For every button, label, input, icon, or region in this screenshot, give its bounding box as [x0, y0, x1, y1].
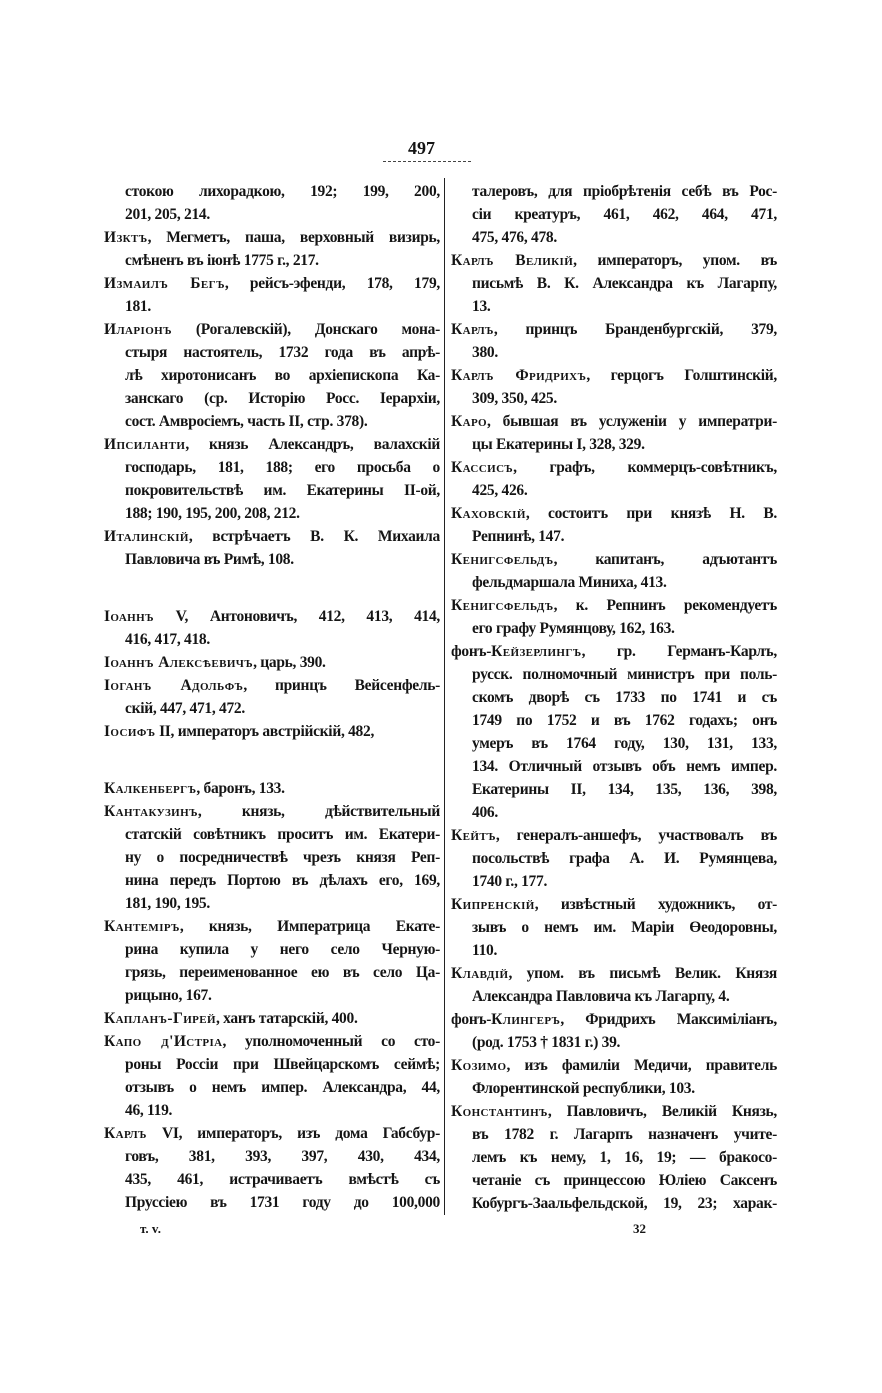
entry-text: умеръ въ 1764 году, 130, 131, 133, [472, 735, 777, 752]
entry-headword: Іоаннъ [104, 608, 154, 625]
entry-text: (Рогалевскій), Донскаго мона- [171, 321, 440, 338]
index-entry-line [451, 801, 777, 824]
entry-prefix: фонъ- [451, 1011, 492, 1028]
entry-text: стыря настоятель, 1732 года въ апрѣ- [125, 344, 440, 361]
index-entry-line [451, 870, 777, 893]
entry-text: Флорентинской республики, 103. [472, 1080, 695, 1097]
entry-text: , извѣстный художникъ, от- [534, 896, 777, 913]
index-entry [451, 180, 777, 249]
entry-text: 134. Отличный отзывъ объ немъ импер. [472, 758, 777, 775]
index-entry-line [451, 893, 777, 916]
entry-text: 110. [472, 942, 498, 959]
entry-text: ну о посредничествѣ чрезъ князя Реп- [125, 849, 440, 866]
entry-text: 309, 350, 425. [472, 390, 557, 407]
entry-text: , встрѣчаетъ В. К. Михаила [188, 528, 440, 545]
entry-text: , к. Репнинъ рекомендуетъ [553, 597, 777, 614]
index-entry [104, 1007, 440, 1030]
index-entry [104, 525, 440, 571]
entry-text: грязь, переименованное ею въ село Ца- [125, 964, 440, 981]
index-entry-line [104, 915, 440, 938]
index-entry-line [104, 961, 440, 984]
index-entry-line [451, 1123, 777, 1146]
entry-headword: Іоаннъ Алексѣевичъ [104, 654, 254, 671]
index-entry-line [451, 180, 777, 203]
entry-headword: Кантеміръ [104, 918, 180, 935]
index-entry-line [104, 628, 440, 651]
entry-text: 188; 190, 195, 200, 208, 212. [125, 505, 300, 522]
index-entry-line [104, 938, 440, 961]
entry-text: нина передъ Портою въ дѣлахъ его, 169, [125, 872, 440, 889]
index-entry-line [451, 226, 777, 249]
index-entry [451, 640, 777, 824]
entry-headword: Иларіонъ [104, 321, 172, 338]
entry-text: Кобургъ-Заальфельдской, 19, 23; харак- [472, 1195, 777, 1212]
page-number: 497 [408, 138, 435, 158]
entry-text: стокою лихорадкою, 192; 199, 200, [125, 183, 440, 200]
index-entry-line [451, 295, 777, 318]
entry-headword: Капо д'Истріа [104, 1033, 223, 1050]
entry-text: , императоръ, упом. въ [573, 252, 777, 269]
index-entry-line [104, 869, 440, 892]
entry-text: занскаго (ср. Исторію Росс. Іерархіи, [125, 390, 440, 407]
index-entry-line [451, 249, 777, 272]
index-entry-line [451, 824, 777, 847]
index-entry-line [451, 456, 777, 479]
index-entry [451, 1054, 777, 1100]
index-entry-line [451, 387, 777, 410]
entry-text: 406. [472, 804, 498, 821]
entry-text: , Мегметъ, паша, верховный визирь, [147, 229, 440, 246]
entry-text: , баронъ, 133. [196, 780, 285, 797]
entry-headword: Кейтъ [451, 827, 496, 844]
index-entry-line [104, 720, 440, 743]
index-entry-line [451, 318, 777, 341]
index-entry-line [451, 709, 777, 732]
entry-headword: Ипсиланти [104, 436, 186, 453]
entry-text: , графъ, коммерцъ-совѣтникъ, [513, 459, 777, 476]
entry-text: , упом. въ письмѣ Велик. Князя [508, 965, 777, 982]
index-entry [104, 1122, 440, 1214]
entry-headword: Кенигсфельдъ [451, 597, 554, 614]
entry-text: посольствѣ графа А. И. Румянцева, [472, 850, 777, 867]
entry-headword: Клавдій [451, 965, 509, 982]
entry-text: 181, 190, 195. [125, 895, 210, 912]
entry-text: Павловича въ Римѣ, 108. [125, 551, 294, 568]
index-entry-line [451, 1146, 777, 1169]
entry-text: II, императоръ австрійскій, 482, [155, 723, 375, 740]
index-entry-line [104, 1122, 440, 1145]
index-entry [104, 915, 440, 1007]
entry-text: , князь, Императрица Екате- [179, 918, 440, 935]
index-entry-line [104, 295, 440, 318]
entry-text: , Фридрихъ Максиміліанъ, [560, 1011, 777, 1028]
index-entry [104, 433, 440, 525]
index-entry-line [451, 548, 777, 571]
index-entry-line [451, 272, 777, 295]
entry-text: , бывшая въ услуженіи у императри- [487, 413, 777, 430]
index-entry-line [451, 502, 777, 525]
index-entry [104, 1030, 440, 1122]
footer-volume-mark: т. v. [140, 1221, 161, 1236]
index-entry-line [451, 916, 777, 939]
entry-text: , состоитъ при князѣ Н. В. [525, 505, 777, 522]
index-column-left [104, 180, 440, 1214]
index-entry [104, 720, 440, 743]
index-entry [104, 226, 440, 272]
entry-text: , капитанъ, адъютантъ [553, 551, 777, 568]
entry-headword: Іоганъ Адольфъ [104, 677, 244, 694]
entry-text: лѣ хиротонисанъ во архіепископа Ка- [125, 367, 440, 384]
index-entry-line [104, 410, 440, 433]
index-entry-line [104, 456, 440, 479]
entry-text: статскій совѣтникъ проситъ им. Екатери- [125, 826, 440, 843]
entry-text: , Павловичъ, Великій Князь, [547, 1103, 777, 1120]
entry-text: скомъ дворѣ съ 1733 по 1741 и съ [472, 689, 777, 706]
index-entry-line [104, 272, 440, 295]
index-entry-line [104, 318, 440, 341]
index-entry-line [104, 984, 440, 1007]
index-entry-line [451, 847, 777, 870]
entry-text: , принцъ Бранденбургскій, 379, [493, 321, 777, 338]
entry-text: сіи креатуръ, 461, 462, 464, 471, [472, 206, 777, 223]
index-entry [451, 318, 777, 364]
header-rule [383, 161, 471, 162]
index-entry-line [451, 203, 777, 226]
index-entry-line [451, 985, 777, 1008]
entry-text: 181. [125, 298, 151, 315]
index-entry [451, 548, 777, 594]
entry-text: (род. 1753 † 1831 г.) 39. [472, 1034, 621, 1051]
entry-text: , князь Александръ, валахскій [185, 436, 440, 453]
entry-text: 46, 119. [125, 1102, 173, 1119]
index-entry-line [451, 640, 777, 663]
entry-text: въ 1782 г. Лагарпъ назначенъ учите- [472, 1126, 777, 1143]
entry-text: 425, 426. [472, 482, 528, 499]
index-entry-line [451, 778, 777, 801]
index-entry-line [104, 846, 440, 869]
index-entry-line [104, 548, 440, 571]
entry-text: 1740 г., 177. [472, 873, 548, 890]
entry-text: цы Екатерины I, 328, 329. [472, 436, 645, 453]
index-entry-line [451, 1054, 777, 1077]
index-entry [451, 502, 777, 548]
entry-text: , рейсъ-эфенди, 178, 179, [224, 275, 440, 292]
entry-text: , ханъ татарскій, 400. [215, 1010, 358, 1027]
index-entry [104, 800, 440, 915]
entry-headword: Кейзерлингъ [491, 643, 582, 660]
index-entry-line [451, 341, 777, 364]
index-entry-line [104, 203, 440, 226]
entry-text: лемъ къ нему, 1, 16, 19; — бракосо- [472, 1149, 777, 1166]
index-entry-line [451, 410, 777, 433]
entry-headword: Карлъ Великій [451, 252, 574, 269]
index-entry [104, 605, 440, 651]
entry-text: 1749 по 1752 и въ 1762 годахъ; онъ [472, 712, 777, 729]
entry-text: Репнинѣ, 147. [472, 528, 565, 545]
entry-headword: Каро [451, 413, 487, 430]
entry-headword: Кенигсфельдъ [451, 551, 554, 568]
index-entry-line [451, 1192, 777, 1215]
entry-text: четаніе съ принцессою Юліею Саксенъ [472, 1172, 777, 1189]
entry-text: , генералъ-аншефъ, участвовалъ въ [495, 827, 777, 844]
index-entry [451, 249, 777, 318]
index-entry-line [451, 732, 777, 755]
entry-text: рина купила у него село Черную- [125, 941, 440, 958]
index-entry-line [451, 433, 777, 456]
entry-headword: Изктъ [104, 229, 148, 246]
entry-text: 475, 476, 478. [472, 229, 557, 246]
index-entry-line [104, 525, 440, 548]
index-entry-line [104, 387, 440, 410]
index-entry-line [451, 1008, 777, 1031]
entry-text: 435, 461, истрачиваетъ вмѣстѣ съ [125, 1171, 440, 1188]
index-entry-line [104, 1007, 440, 1030]
index-entry-line [104, 1145, 440, 1168]
index-entry-line [104, 1191, 440, 1214]
index-entry-line [451, 939, 777, 962]
index-entry [451, 1008, 777, 1054]
entry-text: 13. [472, 298, 491, 315]
index-entry-line [451, 755, 777, 778]
entry-text: зывъ о немъ им. Маріи Өеодоровны, [472, 919, 777, 936]
entry-text: Александра Павловича къ Лагарпу, 4. [472, 988, 730, 1005]
index-entry-line [104, 697, 440, 720]
entry-headword: Кипренскій [451, 896, 535, 913]
entry-text: VI, императоръ, изъ дома Габсбур- [146, 1125, 440, 1142]
entry-headword: Карлъ [451, 321, 494, 338]
index-entry [451, 1100, 777, 1215]
entry-text: , уполномоченный со сто- [222, 1033, 440, 1050]
entry-text: Пруссіею въ 1731 году до 100,000 [125, 1194, 440, 1211]
entry-headword: Италинскій [104, 528, 189, 545]
index-entry-line [451, 962, 777, 985]
entry-headword: Карлъ Фридрихъ [451, 367, 587, 384]
index-column-right [451, 180, 777, 1215]
index-entry [104, 674, 440, 720]
index-entry-line [451, 364, 777, 387]
index-entry-line [104, 1030, 440, 1053]
index-entry [104, 180, 440, 226]
index-entry [451, 410, 777, 456]
index-entry [104, 777, 440, 800]
index-entry-line [104, 1076, 440, 1099]
index-entry-line [104, 892, 440, 915]
index-entry-line [451, 594, 777, 617]
entry-headword: Измаилъ Бегъ [104, 275, 225, 292]
index-entry [451, 364, 777, 410]
entry-text: русск. полномочный министръ при поль- [472, 666, 777, 683]
index-entry-line [451, 525, 777, 548]
entry-text: 416, 417, 418. [125, 631, 210, 648]
entry-text: , гр. Германъ-Карлъ, [581, 643, 777, 660]
index-entry-line [104, 433, 440, 456]
index-entry-line [451, 1031, 777, 1054]
entry-headword: Каховскій [451, 505, 526, 522]
index-entry-line [104, 479, 440, 502]
entry-text: 201, 205, 214. [125, 206, 210, 223]
entry-text: V, Антоновичъ, 412, 413, 414, [153, 608, 440, 625]
index-entry-line [104, 249, 440, 272]
entry-text: покровительствѣ им. Екатерины II-ой, [125, 482, 440, 499]
entry-text: отзывъ о немъ импер. Александра, 44, [125, 1079, 440, 1096]
index-entry-line [104, 1168, 440, 1191]
entry-text: рицыно, 167. [125, 987, 212, 1004]
entry-text: талеровъ, для пріобрѣтенія себѣ въ Рос- [472, 183, 777, 200]
entry-headword: Клингеръ [491, 1011, 561, 1028]
index-entry-line [451, 663, 777, 686]
entry-text: говъ, 381, 393, 397, 430, 434, [125, 1148, 440, 1165]
entry-headword: Кассисъ [451, 459, 514, 476]
index-entry [104, 272, 440, 318]
entry-text: фельдмаршала Миниха, 413. [472, 574, 667, 591]
index-entry-line [104, 180, 440, 203]
entry-text: роны Россіи при Швейцарскомъ сеймѣ; [125, 1056, 440, 1073]
entry-headword: Константинъ [451, 1103, 548, 1120]
index-entry-line [451, 571, 777, 594]
index-entry [451, 456, 777, 502]
entry-text: , герцогъ Голштинскій, [586, 367, 777, 384]
index-entry-line [451, 686, 777, 709]
index-entry [104, 318, 440, 433]
index-entry-line [451, 1100, 777, 1123]
entry-headword: Капланъ-Гирей [104, 1010, 216, 1027]
entry-headword: Козимо [451, 1057, 507, 1074]
column-divider [444, 178, 445, 1215]
index-entry-line [104, 226, 440, 249]
index-entry-line [451, 1169, 777, 1192]
entry-text: письмѣ В. К. Александра къ Лагарпу, [472, 275, 777, 292]
entry-text: его графу Румянцову, 162, 163. [472, 620, 675, 637]
index-entry-line [104, 1099, 440, 1122]
entry-headword: Кантакузинъ [104, 803, 198, 820]
index-entry-line [104, 502, 440, 525]
index-entry-line [451, 617, 777, 640]
index-entry [451, 962, 777, 1008]
index-entry-line [451, 479, 777, 502]
entry-text: скій, 447, 471, 472. [125, 700, 245, 717]
index-entry-line [104, 364, 440, 387]
index-entry-line [104, 800, 440, 823]
index-entry [451, 594, 777, 640]
entry-text: Екатерины II, 134, 135, 136, 398, [472, 781, 777, 798]
entry-headword: Карлъ [104, 1125, 147, 1142]
index-entry-line [104, 1053, 440, 1076]
entry-text: 380. [472, 344, 498, 361]
entry-prefix: фонъ- [451, 643, 492, 660]
entry-text: сост. Амвросіемъ, часть II, стр. 378). [125, 413, 368, 430]
entry-headword: Калкенбергъ [104, 780, 197, 797]
entry-text: , изъ фамиліи Медичи, правитель [506, 1057, 777, 1074]
index-entry [104, 651, 440, 674]
index-entry-line [104, 605, 440, 628]
footer-signature: 32 [633, 1221, 646, 1236]
entry-text: , принцъ Вейсенфель- [243, 677, 440, 694]
entry-text: смѣненъ въ іюнѣ 1775 г., 217. [125, 252, 319, 269]
index-entry-line [104, 674, 440, 697]
entry-headword: Іосифъ [104, 723, 156, 740]
index-entry-line [104, 341, 440, 364]
entry-text: , князь, дѣйствительный [197, 803, 440, 820]
entry-text: , царь, 390. [253, 654, 326, 671]
index-entry-line [451, 1077, 777, 1100]
index-entry-line [104, 823, 440, 846]
index-entry-line [104, 777, 440, 800]
entry-text: господарь, 181, 188; его просьба о [125, 459, 440, 476]
index-entry [451, 893, 777, 962]
index-entry-line [104, 651, 440, 674]
index-entry [451, 824, 777, 893]
